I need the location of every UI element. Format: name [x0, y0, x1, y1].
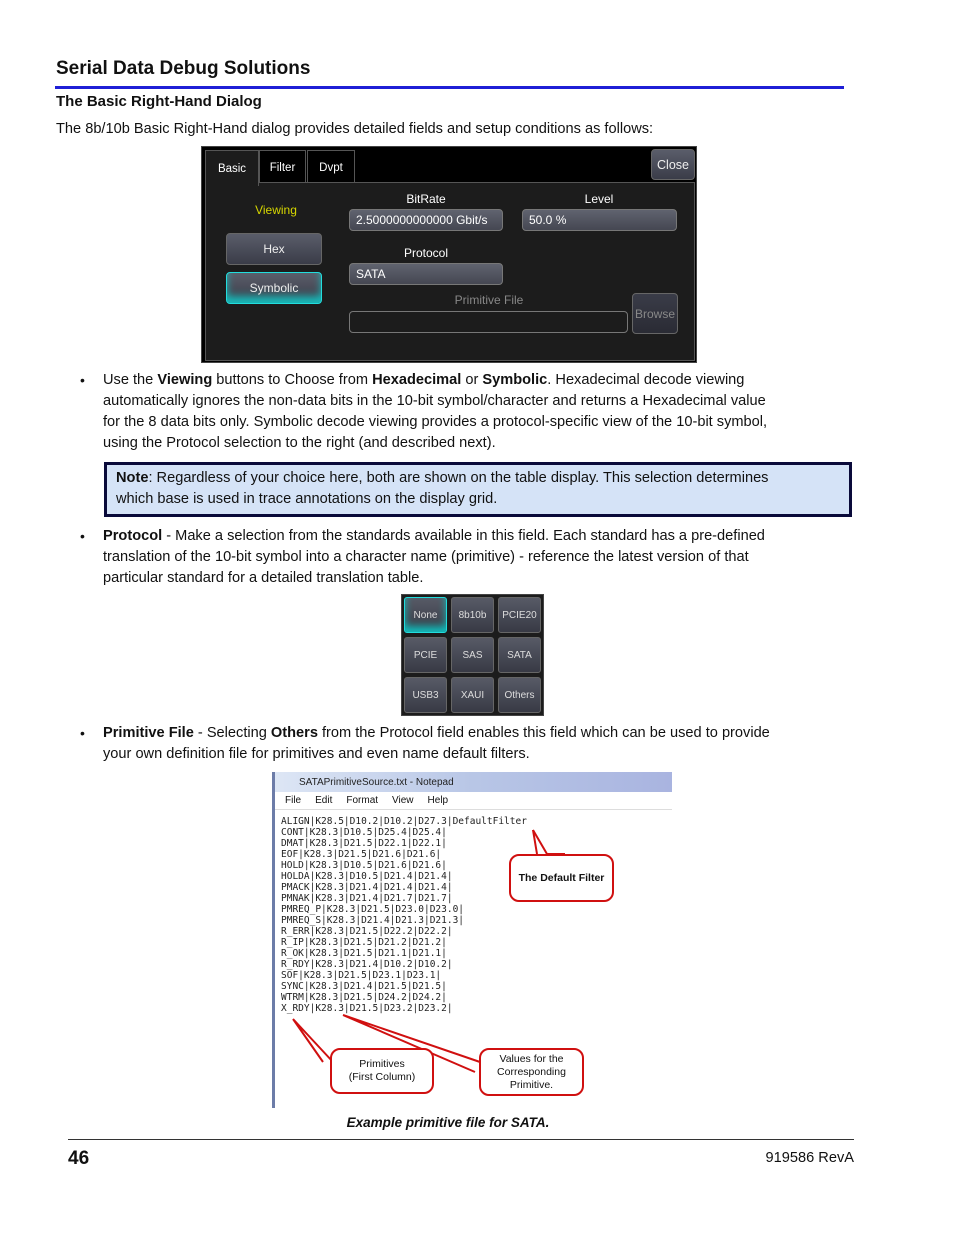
notepad-line: ALIGN|K28.5|D10.2|D10.2|D27.3|DefaultFilter [281, 816, 527, 827]
notepad-line: PMREQ_S|K28.3|D21.4|D21.3|D21.3| [281, 915, 465, 926]
notepad-line: R_ERR|K28.3|D21.5|D22.2|D22.2| [281, 926, 453, 937]
text: Corresponding [497, 1065, 566, 1078]
document-revision: 919586 RevA [765, 1150, 854, 1166]
notepad-line: R_OK|K28.3|D21.5|D21.1|D21.1| [281, 948, 447, 959]
close-button[interactable]: Close [651, 149, 695, 180]
protocol-none-button[interactable]: None [404, 597, 447, 633]
text-line: using the Protocol selection to the right (and described next). [103, 435, 496, 451]
text: . Hexadecimal decode viewing [547, 372, 745, 388]
notepad-line: PMACK|K28.3|D21.4|D21.4|D21.4| [281, 882, 453, 893]
basic-dialog-screenshot [201, 146, 697, 363]
notepad-title: SATAPrimitiveSource.txt - Notepad [299, 776, 454, 788]
hex-button[interactable]: Hex [226, 233, 322, 265]
protocol-grid-screenshot [401, 594, 544, 716]
bitrate-label: BitRate [406, 192, 446, 206]
text: buttons to Choose from [212, 372, 373, 388]
page-header-title: Serial Data Debug Solutions [56, 58, 311, 79]
text: Values for the [499, 1052, 564, 1065]
notepad-line: R_RDY|K28.3|D21.4|D10.2|D10.2| [281, 959, 453, 970]
viewing-label: Viewing [255, 203, 297, 217]
notepad-line: PMNAK|K28.3|D21.4|D21.7|D21.7| [281, 893, 453, 904]
bullet-protocol [103, 526, 838, 589]
notepad-line: SOF|K28.3|D21.5|D23.1|D23.1| [281, 970, 442, 981]
text: Primitive. [509, 1078, 554, 1091]
symbolic-button[interactable]: Symbolic [226, 272, 322, 304]
bitrate-field[interactable]: 2.5000000000000 Gbit/s [349, 209, 503, 231]
text: Viewing [157, 372, 213, 388]
callout-primitives [330, 1048, 434, 1094]
text-line: for the 8 data bits only. Symbolic decode viewing provides a protocol-specific view of the 10-bit symbol, [103, 414, 768, 430]
browse-button[interactable]: Browse [632, 293, 678, 334]
bullet-primitive-file [103, 723, 838, 765]
protocol-field[interactable]: SATA [349, 263, 503, 285]
text: Hexadecimal [372, 372, 462, 388]
text-line: particular standard for a detailed translation table. [103, 570, 424, 586]
header-rule [55, 86, 844, 89]
text: Others [270, 725, 318, 741]
protocol-label: Protocol [403, 246, 449, 260]
text: Primitive File [103, 725, 194, 741]
bullet-icon: • [80, 528, 85, 544]
callout-values [479, 1048, 584, 1096]
text: or [461, 372, 483, 388]
footer-rule [68, 1139, 854, 1140]
notepad-line: HOLD|K28.3|D10.5|D21.6|D21.6| [281, 860, 447, 871]
protocol-sas-button[interactable]: SAS [451, 637, 494, 673]
level-field[interactable]: 50.0 % [522, 209, 677, 231]
tab-filter[interactable]: Filter [259, 150, 306, 184]
menu-help[interactable]: Help [427, 795, 449, 806]
notepad-line: SYNC|K28.3|D21.4|D21.5|D21.5| [281, 981, 447, 992]
text: from the Protocol field enables this field which can be used to provide [317, 725, 770, 741]
protocol-8b10b-button[interactable]: 8b10b [451, 597, 494, 633]
basic-panel [205, 182, 695, 361]
notepad-line: EOF|K28.3|D21.5|D21.6|D21.6| [281, 849, 442, 860]
protocol-pcie20-button[interactable]: PCIE20 [498, 597, 541, 633]
notepad-line: PMREQ_P|K28.3|D21.5|D23.0|D23.0| [281, 904, 465, 915]
menu-edit[interactable]: Edit [315, 795, 333, 806]
protocol-usb3-button[interactable]: USB3 [404, 677, 447, 713]
notepad-line: R_IP|K28.3|D21.5|D21.2|D21.2| [281, 937, 447, 948]
callout-default-filter: The Default Filter [509, 854, 614, 902]
protocol-sata-button[interactable]: SATA [498, 637, 541, 673]
note-label: Note [116, 470, 149, 486]
text: - Make a selection from the standards available in this field. Each standard has a pre-defined [162, 528, 765, 544]
notepad-line: DMAT|K28.3|D21.5|D22.1|D22.1| [281, 838, 447, 849]
bullet-icon: • [80, 725, 85, 741]
section-heading: The Basic Right-Hand Dialog [56, 93, 262, 110]
text: : Regardless of your choice here, both are shown on the table display. This selection determines [148, 470, 769, 486]
text-line: translation of the 10-bit symbol into a character name (primitive) - reference the latest version of that [103, 549, 749, 565]
text: Primitives [359, 1058, 405, 1070]
text-line: which base is used in trace annotations on the display grid. [116, 491, 498, 507]
bullet-icon: • [80, 372, 85, 388]
text: Use the [103, 372, 158, 388]
primitive-file-field[interactable] [349, 311, 628, 333]
tab-dvpt[interactable]: Dvpt [307, 150, 355, 184]
notepad-line: HOLDA|K28.3|D10.5|D21.4|D21.4| [281, 871, 453, 882]
text-line: your own definition file for primitives and even name default filters. [103, 746, 530, 762]
text: - Selecting [193, 725, 271, 741]
figure-caption: Example primitive file for SATA. [346, 1115, 550, 1130]
text: (First Column) [348, 1071, 416, 1083]
text: Symbolic [482, 372, 548, 388]
primitive-file-label: Primitive File [454, 293, 524, 307]
text: Protocol [103, 528, 163, 544]
protocol-xaui-button[interactable]: XAUI [451, 677, 494, 713]
menu-format[interactable]: Format [346, 795, 379, 806]
note-box [104, 462, 852, 517]
level-label: Level [584, 192, 614, 206]
bullet-viewing [103, 370, 838, 454]
page-number: 46 [68, 1148, 90, 1169]
notepad-line: CONT|K28.3|D10.5|D25.4|D25.4| [281, 827, 447, 838]
protocol-others-button[interactable]: Others [498, 677, 541, 713]
intro-text: The 8b/10b Basic Right-Hand dialog provides detailed fields and setup conditions as follows: [56, 121, 654, 137]
menu-file[interactable]: File [285, 795, 302, 806]
menu-view[interactable]: View [392, 795, 414, 806]
notepad-screenshot [272, 772, 672, 1108]
notepad-line: WTRM|K28.3|D21.5|D24.2|D24.2| [281, 992, 447, 1003]
tab-basic[interactable]: Basic [205, 150, 259, 186]
text-line: automatically ignores the non-data bits in the 10-bit symbol/character and returns a Hexadecimal value [103, 393, 766, 409]
protocol-pcie-button[interactable]: PCIE [404, 637, 447, 673]
notepad-line: X_RDY|K28.3|D21.5|D23.2|D23.2| [281, 1003, 453, 1014]
